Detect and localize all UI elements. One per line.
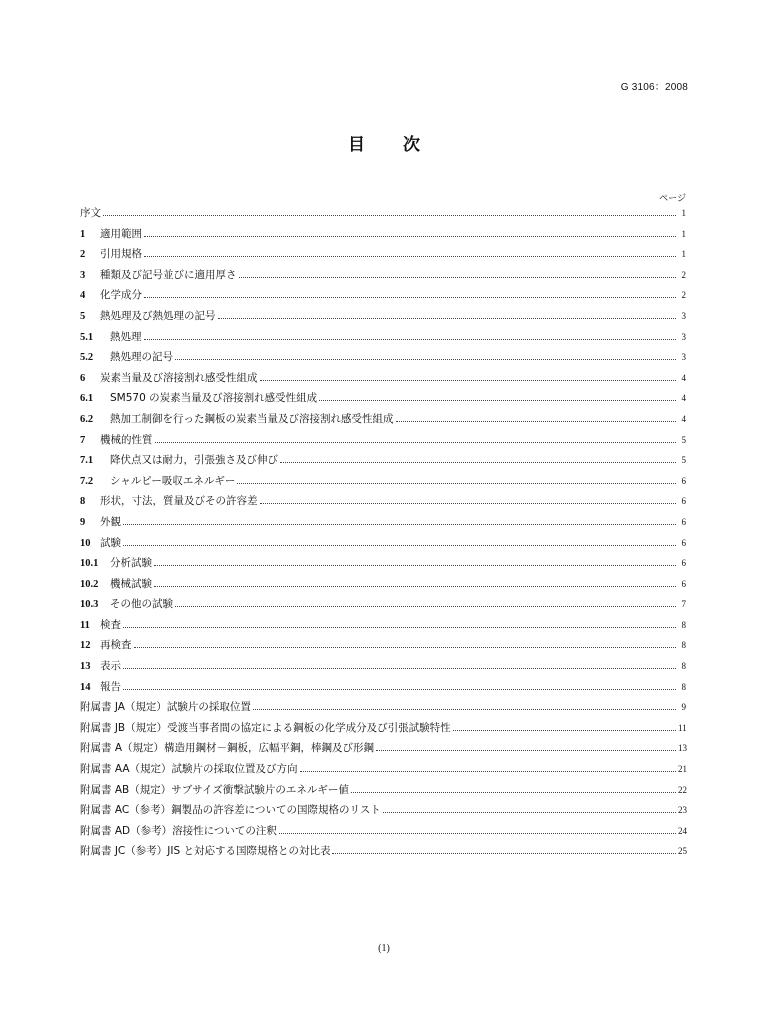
toc-entry[interactable] [80, 576, 686, 597]
toc-entry[interactable] [80, 287, 686, 308]
toc-entry[interactable] [80, 452, 686, 473]
table-of-contents [80, 205, 686, 864]
toc-entry[interactable] [80, 617, 686, 638]
toc-entry[interactable] [80, 329, 686, 350]
toc-entry-page: 5 [681, 434, 686, 445]
toc-entry[interactable] [80, 823, 686, 844]
toc-entry[interactable] [80, 761, 686, 782]
dot-leader [144, 297, 676, 298]
toc-entry-page: 22 [678, 784, 687, 795]
toc-entry[interactable] [80, 596, 686, 617]
toc-entry[interactable] [80, 555, 686, 576]
toc-entry-title: 化学成分 [100, 289, 142, 302]
dot-leader [134, 647, 677, 648]
dot-leader [396, 421, 677, 422]
toc-entry-title: 表示 [100, 660, 121, 673]
toc-entry-title: 適用範囲 [100, 227, 142, 240]
page-column-label: ページ [659, 194, 686, 204]
dot-leader [144, 256, 676, 257]
toc-entry-page: 24 [678, 825, 687, 836]
toc-entry-number: 6.2 [80, 413, 94, 425]
toc-entry-title: 序文 [80, 207, 101, 219]
toc-entry[interactable] [80, 349, 686, 370]
dot-leader [155, 442, 677, 443]
dot-leader [154, 565, 676, 566]
toc-entry[interactable] [80, 432, 686, 453]
dot-leader [383, 812, 676, 813]
toc-entry-page: 8 [681, 619, 686, 630]
dot-leader [144, 236, 676, 237]
toc-entry-page: 5 [681, 455, 686, 466]
dot-leader [237, 483, 676, 484]
toc-entry-number: 10.1 [80, 558, 99, 570]
toc-entry-number: 13 [80, 661, 91, 673]
toc-entry[interactable] [80, 493, 686, 514]
dot-leader [123, 668, 676, 669]
toc-entry-title: 報告 [100, 680, 121, 693]
toc-entry[interactable] [80, 514, 686, 535]
toc-entry-title: 形状，寸法，質量及びその許容差 [100, 495, 258, 508]
toc-entry[interactable] [80, 205, 686, 226]
toc-entry-number: 10 [80, 537, 91, 549]
toc-entry-page: 6 [681, 578, 686, 589]
toc-entry-title: SM570 の炭素当量及び溶接割れ感受性組成 [110, 392, 318, 405]
toc-entry-title: 降伏点又は耐力，引張強さ及び伸び [110, 454, 278, 467]
toc-entry-number: 4 [80, 290, 86, 302]
dot-leader [123, 524, 676, 525]
toc-entry[interactable] [80, 473, 686, 494]
toc-entry-title: 附属書 A（規定）構造用鋼材－鋼板，広幅平鋼，棒鋼及び形鋼 [80, 742, 375, 755]
toc-entry-title: 炭素当量及び溶接割れ感受性組成 [100, 371, 258, 384]
dot-leader [351, 792, 676, 793]
toc-entry-page: 23 [678, 805, 687, 816]
dot-leader [123, 627, 676, 628]
dot-leader [332, 853, 676, 854]
toc-entry-title: 附属書 JB（規定）受渡当事者間の協定による鋼板の化学成分及び引張試験特性 [80, 721, 451, 734]
toc-entry-page: 9 [681, 702, 686, 713]
dot-leader [123, 689, 676, 690]
dot-leader [453, 730, 676, 731]
dot-leader [103, 215, 676, 216]
toc-entry-number: 5 [80, 310, 86, 322]
dot-leader [144, 339, 677, 340]
toc-entry-number: 7.1 [80, 455, 94, 467]
toc-entry-page: 2 [681, 290, 686, 301]
toc-entry-number: 7 [80, 434, 86, 446]
toc-entry-title: 試験 [100, 536, 121, 549]
toc-entry-title: 熱処理の記号 [110, 351, 173, 364]
toc-entry[interactable] [80, 535, 686, 556]
toc-entry-title: 附属書 JC（参考）JIS と対応する国際規格との対比表 [80, 845, 331, 858]
toc-entry-number: 1 [80, 228, 86, 240]
toc-entry-page: 4 [681, 372, 686, 383]
toc-entry-page: 6 [681, 558, 686, 569]
toc-entry-title: 熱処理及び熱処理の記号 [100, 309, 216, 322]
toc-entry[interactable] [80, 370, 686, 391]
toc-entry-title: 種類及び記号並びに適用厚さ [100, 268, 237, 281]
toc-entry[interactable] [80, 658, 686, 679]
dot-leader [300, 771, 677, 772]
toc-entry-page: 7 [681, 599, 686, 610]
toc-entry[interactable] [80, 246, 686, 267]
toc-entry-title: 引用規格 [100, 248, 142, 261]
toc-entry-number: 14 [80, 681, 91, 693]
dot-leader [175, 359, 676, 360]
dot-leader [260, 503, 677, 504]
toc-entry-page: 3 [681, 331, 686, 342]
toc-entry-number: 7.2 [80, 475, 94, 487]
toc-entry-title: 機械的性質 [100, 433, 153, 446]
dot-leader [319, 400, 676, 401]
toc-entry[interactable] [80, 390, 686, 411]
toc-entry-title: 熱加工制御を行った鋼板の炭素当量及び溶接割れ感受性組成 [110, 412, 394, 425]
toc-entry-title: 附属書 JA（規定）試験片の採取位置 [80, 701, 251, 714]
toc-entry-title: 機械試験 [110, 577, 152, 590]
toc-entry-title: 附属書 AB（規定）サブサイズ衝撃試験片のエネルギー値 [80, 783, 349, 796]
toc-entry-page: 6 [681, 537, 686, 548]
toc-entry-number: 12 [80, 640, 91, 652]
toc-entry[interactable] [80, 740, 686, 761]
dot-leader [218, 318, 677, 319]
toc-entry-number: 3 [80, 269, 86, 281]
toc-entry-page: 1 [681, 228, 686, 239]
toc-entry-title: 附属書 AA（規定）試験片の採取位置及び方向 [80, 763, 298, 776]
toc-entry[interactable] [80, 308, 686, 329]
dot-leader [154, 586, 676, 587]
dot-leader [280, 462, 676, 463]
toc-entry-title: 外観 [100, 515, 121, 528]
standard-code: G 3106：2008 [620, 82, 688, 93]
toc-entry-page: 1 [681, 249, 686, 260]
toc-entry-page: 1 [681, 208, 686, 218]
toc-entry-page: 4 [681, 413, 686, 424]
toc-entry-title: 再検査 [100, 639, 132, 652]
toc-entry-number: 2 [80, 249, 86, 261]
toc-entry-page: 8 [681, 681, 686, 692]
toc-entry-page: 6 [681, 475, 686, 486]
toc-entry[interactable] [80, 802, 686, 823]
toc-entry-page: 11 [678, 722, 687, 733]
dot-leader [260, 380, 677, 381]
toc-entry[interactable] [80, 226, 686, 247]
toc-entry-page: 6 [681, 516, 686, 527]
toc-entry-page: 3 [681, 352, 686, 363]
toc-entry-number: 10.3 [80, 599, 99, 611]
toc-entry-page: 3 [681, 310, 686, 321]
page-title: 目 次 [348, 135, 436, 155]
dot-leader [123, 545, 676, 546]
toc-entry-number: 5.2 [80, 352, 94, 364]
toc-entry-number: 5.1 [80, 331, 94, 343]
toc-entry-page: 4 [681, 393, 686, 404]
toc-entry[interactable] [80, 782, 686, 803]
toc-entry[interactable] [80, 720, 686, 741]
toc-entry-title: 附属書 AD（参考）溶接性についての注釈 [80, 824, 277, 837]
toc-entry-number: 11 [80, 619, 90, 631]
toc-entry-title: 熱処理 [110, 330, 142, 343]
dot-leader [175, 606, 676, 607]
dot-leader [376, 750, 676, 751]
toc-entry-number: 10.2 [80, 578, 99, 590]
toc-entry-page: 21 [678, 764, 687, 775]
dot-leader [239, 277, 677, 278]
toc-entry-page: 8 [681, 661, 686, 672]
toc-entry[interactable] [80, 411, 686, 432]
dot-leader [253, 709, 676, 710]
toc-entry-page: 13 [678, 743, 687, 754]
dot-leader [279, 833, 676, 834]
toc-entry-number: 6.1 [80, 393, 94, 405]
toc-entry[interactable] [80, 843, 686, 864]
page-number: (1) [378, 943, 390, 954]
toc-entry-page: 25 [678, 846, 687, 857]
toc-entry-page: 8 [681, 640, 686, 651]
toc-entry-title: 分析試験 [110, 557, 152, 570]
toc-entry-title: シャルピー吸収エネルギー [110, 474, 236, 487]
toc-entry[interactable] [80, 637, 686, 658]
toc-entry[interactable] [80, 679, 686, 700]
toc-entry-number: 9 [80, 516, 86, 528]
toc-entry-page: 2 [681, 269, 686, 280]
toc-entry-title: その他の試験 [110, 598, 173, 611]
toc-entry-number: 8 [80, 496, 86, 508]
toc-entry[interactable] [80, 699, 686, 720]
toc-entry-title: 附属書 AC（参考）鋼製品の許容差についての国際規格のリスト [80, 804, 381, 817]
toc-entry[interactable] [80, 267, 686, 288]
toc-entry-title: 検査 [100, 618, 121, 631]
toc-entry-number: 6 [80, 372, 86, 384]
toc-entry-page: 6 [681, 496, 686, 507]
